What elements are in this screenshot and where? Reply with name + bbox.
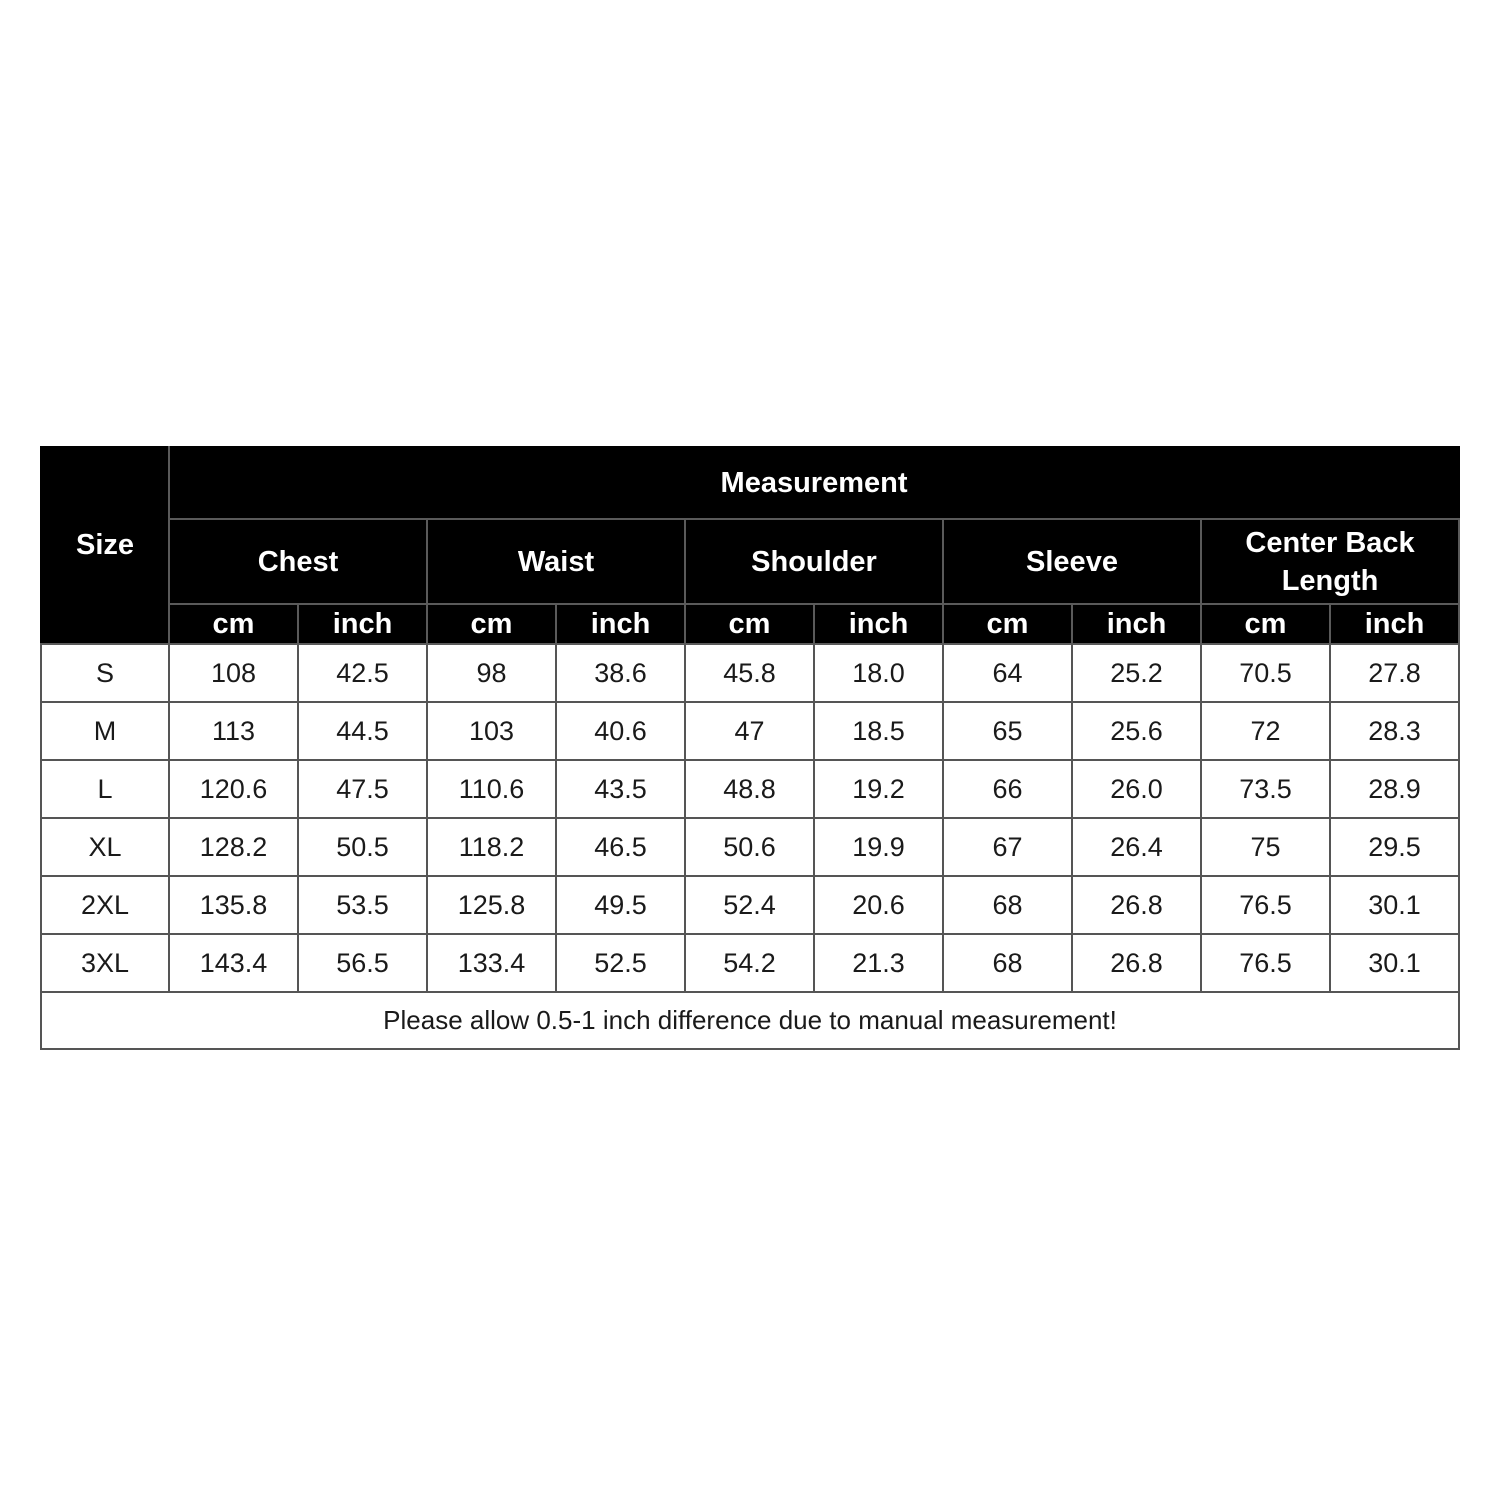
value-cell-waist-inch: 38.6: [556, 644, 685, 702]
value-cell-center-back-length-cm: 72: [1201, 702, 1330, 760]
value-cell-sleeve-cm: 68: [943, 876, 1072, 934]
value-cell-shoulder-cm: 45.8: [685, 644, 814, 702]
value-cell-sleeve-cm: 67: [943, 818, 1072, 876]
value-cell-shoulder-inch: 19.2: [814, 760, 943, 818]
table-row: [41, 876, 1459, 934]
value-cell-chest-cm: 113: [169, 702, 298, 760]
unit-header-center-back-length-inch: inch: [1330, 604, 1459, 644]
value-cell-chest-inch: 50.5: [298, 818, 427, 876]
group-header-waist: Waist: [427, 519, 685, 604]
value-cell-sleeve-cm: 68: [943, 934, 1072, 992]
value-cell-sleeve-inch: 25.6: [1072, 702, 1201, 760]
size-cell: S: [41, 644, 169, 702]
size-column-header: Size: [41, 447, 169, 644]
unit-header-shoulder-cm: cm: [685, 604, 814, 644]
table-row: [41, 644, 1459, 702]
measurement-header-row: [41, 447, 1459, 519]
value-cell-center-back-length-inch: 27.8: [1330, 644, 1459, 702]
value-cell-shoulder-cm: 54.2: [685, 934, 814, 992]
value-cell-sleeve-inch: 26.4: [1072, 818, 1201, 876]
value-cell-sleeve-inch: 26.0: [1072, 760, 1201, 818]
table-row: [41, 760, 1459, 818]
value-cell-sleeve-inch: 26.8: [1072, 876, 1201, 934]
value-cell-waist-cm: 125.8: [427, 876, 556, 934]
measurement-note: Please allow 0.5-1 inch difference due to manual measurement!: [41, 992, 1459, 1049]
value-cell-chest-inch: 42.5: [298, 644, 427, 702]
size-chart-table: [40, 446, 1460, 1050]
unit-header-chest-cm: cm: [169, 604, 298, 644]
value-cell-shoulder-cm: 47: [685, 702, 814, 760]
value-cell-shoulder-inch: 18.5: [814, 702, 943, 760]
group-header-center-back-length-line1: Center Back: [1245, 526, 1415, 559]
size-cell: L: [41, 760, 169, 818]
value-cell-center-back-length-inch: 28.9: [1330, 760, 1459, 818]
value-cell-center-back-length-cm: 76.5: [1201, 876, 1330, 934]
value-cell-waist-cm: 133.4: [427, 934, 556, 992]
value-cell-chest-cm: 108: [169, 644, 298, 702]
size-cell: 2XL: [41, 876, 169, 934]
unit-header-chest-inch: inch: [298, 604, 427, 644]
group-header-shoulder: Shoulder: [685, 519, 943, 604]
value-cell-shoulder-inch: 21.3: [814, 934, 943, 992]
table-row: [41, 818, 1459, 876]
unit-header-shoulder-inch: inch: [814, 604, 943, 644]
value-cell-sleeve-inch: 26.8: [1072, 934, 1201, 992]
value-cell-waist-inch: 43.5: [556, 760, 685, 818]
value-cell-shoulder-cm: 52.4: [685, 876, 814, 934]
value-cell-shoulder-inch: 19.9: [814, 818, 943, 876]
value-cell-center-back-length-inch: 29.5: [1330, 818, 1459, 876]
unit-header-sleeve-inch: inch: [1072, 604, 1201, 644]
value-cell-chest-inch: 47.5: [298, 760, 427, 818]
value-cell-center-back-length-cm: 70.5: [1201, 644, 1330, 702]
value-cell-waist-inch: 40.6: [556, 702, 685, 760]
value-cell-chest-inch: 53.5: [298, 876, 427, 934]
size-cell: M: [41, 702, 169, 760]
unit-header-row: [41, 604, 1459, 644]
unit-header-waist-cm: cm: [427, 604, 556, 644]
value-cell-center-back-length-cm: 75: [1201, 818, 1330, 876]
value-cell-chest-inch: 56.5: [298, 934, 427, 992]
group-header-center-back-length: [1201, 519, 1459, 604]
value-cell-waist-cm: 118.2: [427, 818, 556, 876]
value-cell-chest-cm: 135.8: [169, 876, 298, 934]
value-cell-sleeve-cm: 64: [943, 644, 1072, 702]
size-cell: 3XL: [41, 934, 169, 992]
value-cell-center-back-length-inch: 30.1: [1330, 876, 1459, 934]
value-cell-chest-cm: 120.6: [169, 760, 298, 818]
value-cell-center-back-length-inch: 30.1: [1330, 934, 1459, 992]
value-cell-chest-cm: 128.2: [169, 818, 298, 876]
value-cell-shoulder-inch: 18.0: [814, 644, 943, 702]
value-cell-waist-inch: 49.5: [556, 876, 685, 934]
value-cell-shoulder-cm: 48.8: [685, 760, 814, 818]
measurement-header: Measurement: [169, 447, 1459, 519]
group-header-sleeve: Sleeve: [943, 519, 1201, 604]
group-header-chest: Chest: [169, 519, 427, 604]
value-cell-center-back-length-cm: 76.5: [1201, 934, 1330, 992]
unit-header-sleeve-cm: cm: [943, 604, 1072, 644]
value-cell-chest-cm: 143.4: [169, 934, 298, 992]
value-cell-shoulder-cm: 50.6: [685, 818, 814, 876]
value-cell-waist-inch: 52.5: [556, 934, 685, 992]
value-cell-center-back-length-inch: 28.3: [1330, 702, 1459, 760]
value-cell-center-back-length-cm: 73.5: [1201, 760, 1330, 818]
value-cell-shoulder-inch: 20.6: [814, 876, 943, 934]
value-cell-waist-cm: 110.6: [427, 760, 556, 818]
value-cell-waist-inch: 46.5: [556, 818, 685, 876]
table-row: [41, 934, 1459, 992]
measurement-group-row: [41, 519, 1459, 604]
note-row: [41, 992, 1459, 1049]
value-cell-waist-cm: 98: [427, 644, 556, 702]
value-cell-sleeve-cm: 66: [943, 760, 1072, 818]
group-header-center-back-length-line2: Length: [1281, 564, 1379, 597]
value-cell-sleeve-cm: 65: [943, 702, 1072, 760]
value-cell-sleeve-inch: 25.2: [1072, 644, 1201, 702]
table-row: [41, 702, 1459, 760]
unit-header-waist-inch: inch: [556, 604, 685, 644]
value-cell-chest-inch: 44.5: [298, 702, 427, 760]
size-cell: XL: [41, 818, 169, 876]
value-cell-waist-cm: 103: [427, 702, 556, 760]
unit-header-center-back-length-cm: cm: [1201, 604, 1330, 644]
